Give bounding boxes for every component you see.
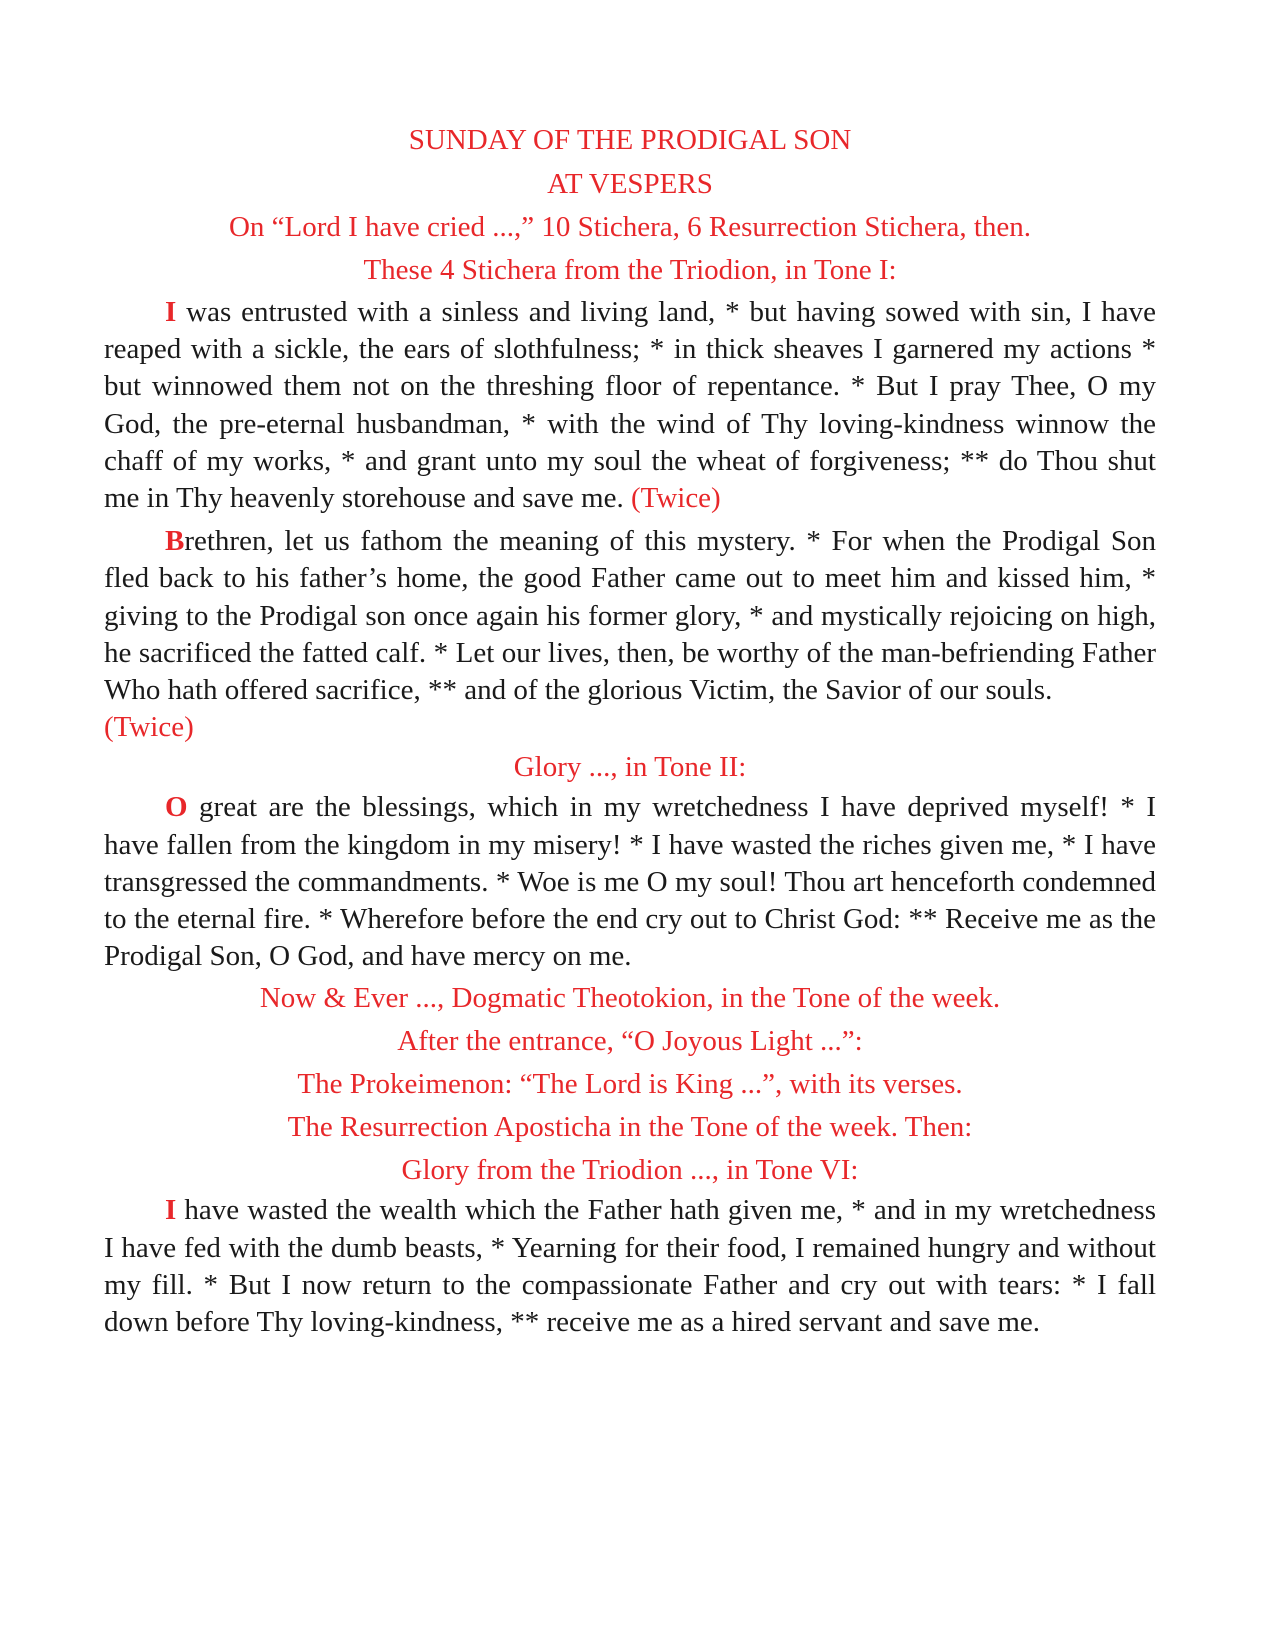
service-subtitle: AT VESPERS <box>547 168 713 200</box>
twice-note: (Twice) <box>104 711 194 744</box>
sticheron-3-text: great are the blessings, which in my wretchedness I have deprived myself! * I have fallen from the kingdom in my misery! * I have wasted the riches given me, * I have transgressed the commandments. * Woe is me O my soul! Thou art henceforth condemned to the eternal fire. * Wherefore before the end cry out to Christ God: ** Receive me as the Prodigal Son, O God, and have mercy on me. <box>104 791 1156 973</box>
drop-initial: B <box>165 525 185 558</box>
sticheron-4-text: have wasted the wealth which the Father hath given me, * and in my wretchedness I have fed with the dumb beasts, * Yearning for their food, I remained hungry and without my fill. * But I now return to the compassionate Father and cry out with tears: * I fall down before Thy loving-kindness, ** receive me as a hired servant and save me. <box>104 1194 1156 1339</box>
sticheron-1-text: was entrusted with a sinless and living land, * but having sowed with sin, I have reaped with a sickle, the ears of slothfulness; * in thick sheaves I garnered my actions * but winnowed them not on the threshing floor of repentance. * But I pray Thee, O my God, the pre-eternal husbandman, * with the wind of Thy loving-kindness winnow the chaff of my works, * and grant unto my soul the wheat of forgiveness; ** do Thou shut me in Thy heavenly storehouse and save me. <box>104 296 1156 515</box>
sticheron-1 <box>104 294 1156 517</box>
rubric-glory-tone-2: Glory ..., in Tone II: <box>513 751 747 784</box>
rubric-after-entrance: After the entrance, “O Joyous Light ...”: <box>397 1025 863 1058</box>
rubric-now-and-ever: Now & Ever ..., Dogmatic Theotokion, in the Tone of the week. <box>259 982 1001 1015</box>
rubric-aposticha: The Resurrection Aposticha in the Tone of the week. Then: <box>287 1111 973 1144</box>
document-page <box>104 118 1156 1341</box>
drop-initial: I <box>165 296 177 328</box>
drop-initial: O <box>165 791 188 824</box>
rubric-prokeimenon: The Prokeimenon: “The Lord is King ...”, with its verses. <box>297 1068 963 1101</box>
service-title: SUNDAY OF THE PRODIGAL SON <box>408 124 852 156</box>
twice-note: (Twice) <box>630 482 721 515</box>
sticheron-4 <box>104 1192 1156 1341</box>
sticheron-2-text: rethren, let us fathom the meaning of this mystery. * For when the Prodigal Son fled back to his father’s home, the good Father came out to meet him and kissed him, * giving to the Prodigal son once again his former glory, * and mystically rejoicing on high, he sacrificed the fatted calf. * Let our lives, then, be worthy of the man-befriending Father Who hath offered sacrifice, ** and of the glorious Victim, the Savior of our souls. <box>104 525 1156 707</box>
sticheron-2 <box>104 523 1156 709</box>
rubric-lord-i-have-cried: On “Lord I have cried ...,” 10 Stichera, 6 Resurrection Stichera, then. <box>228 211 1032 243</box>
drop-initial: I <box>165 1194 177 1227</box>
rubric-glory-triodion-tone-6: Glory from the Triodion ..., in Tone VI: <box>401 1154 859 1187</box>
sticheron-3 <box>104 789 1156 975</box>
rubric-triodion-tone-1: These 4 Stichera from the Triodion, in Tone I: <box>363 254 897 286</box>
